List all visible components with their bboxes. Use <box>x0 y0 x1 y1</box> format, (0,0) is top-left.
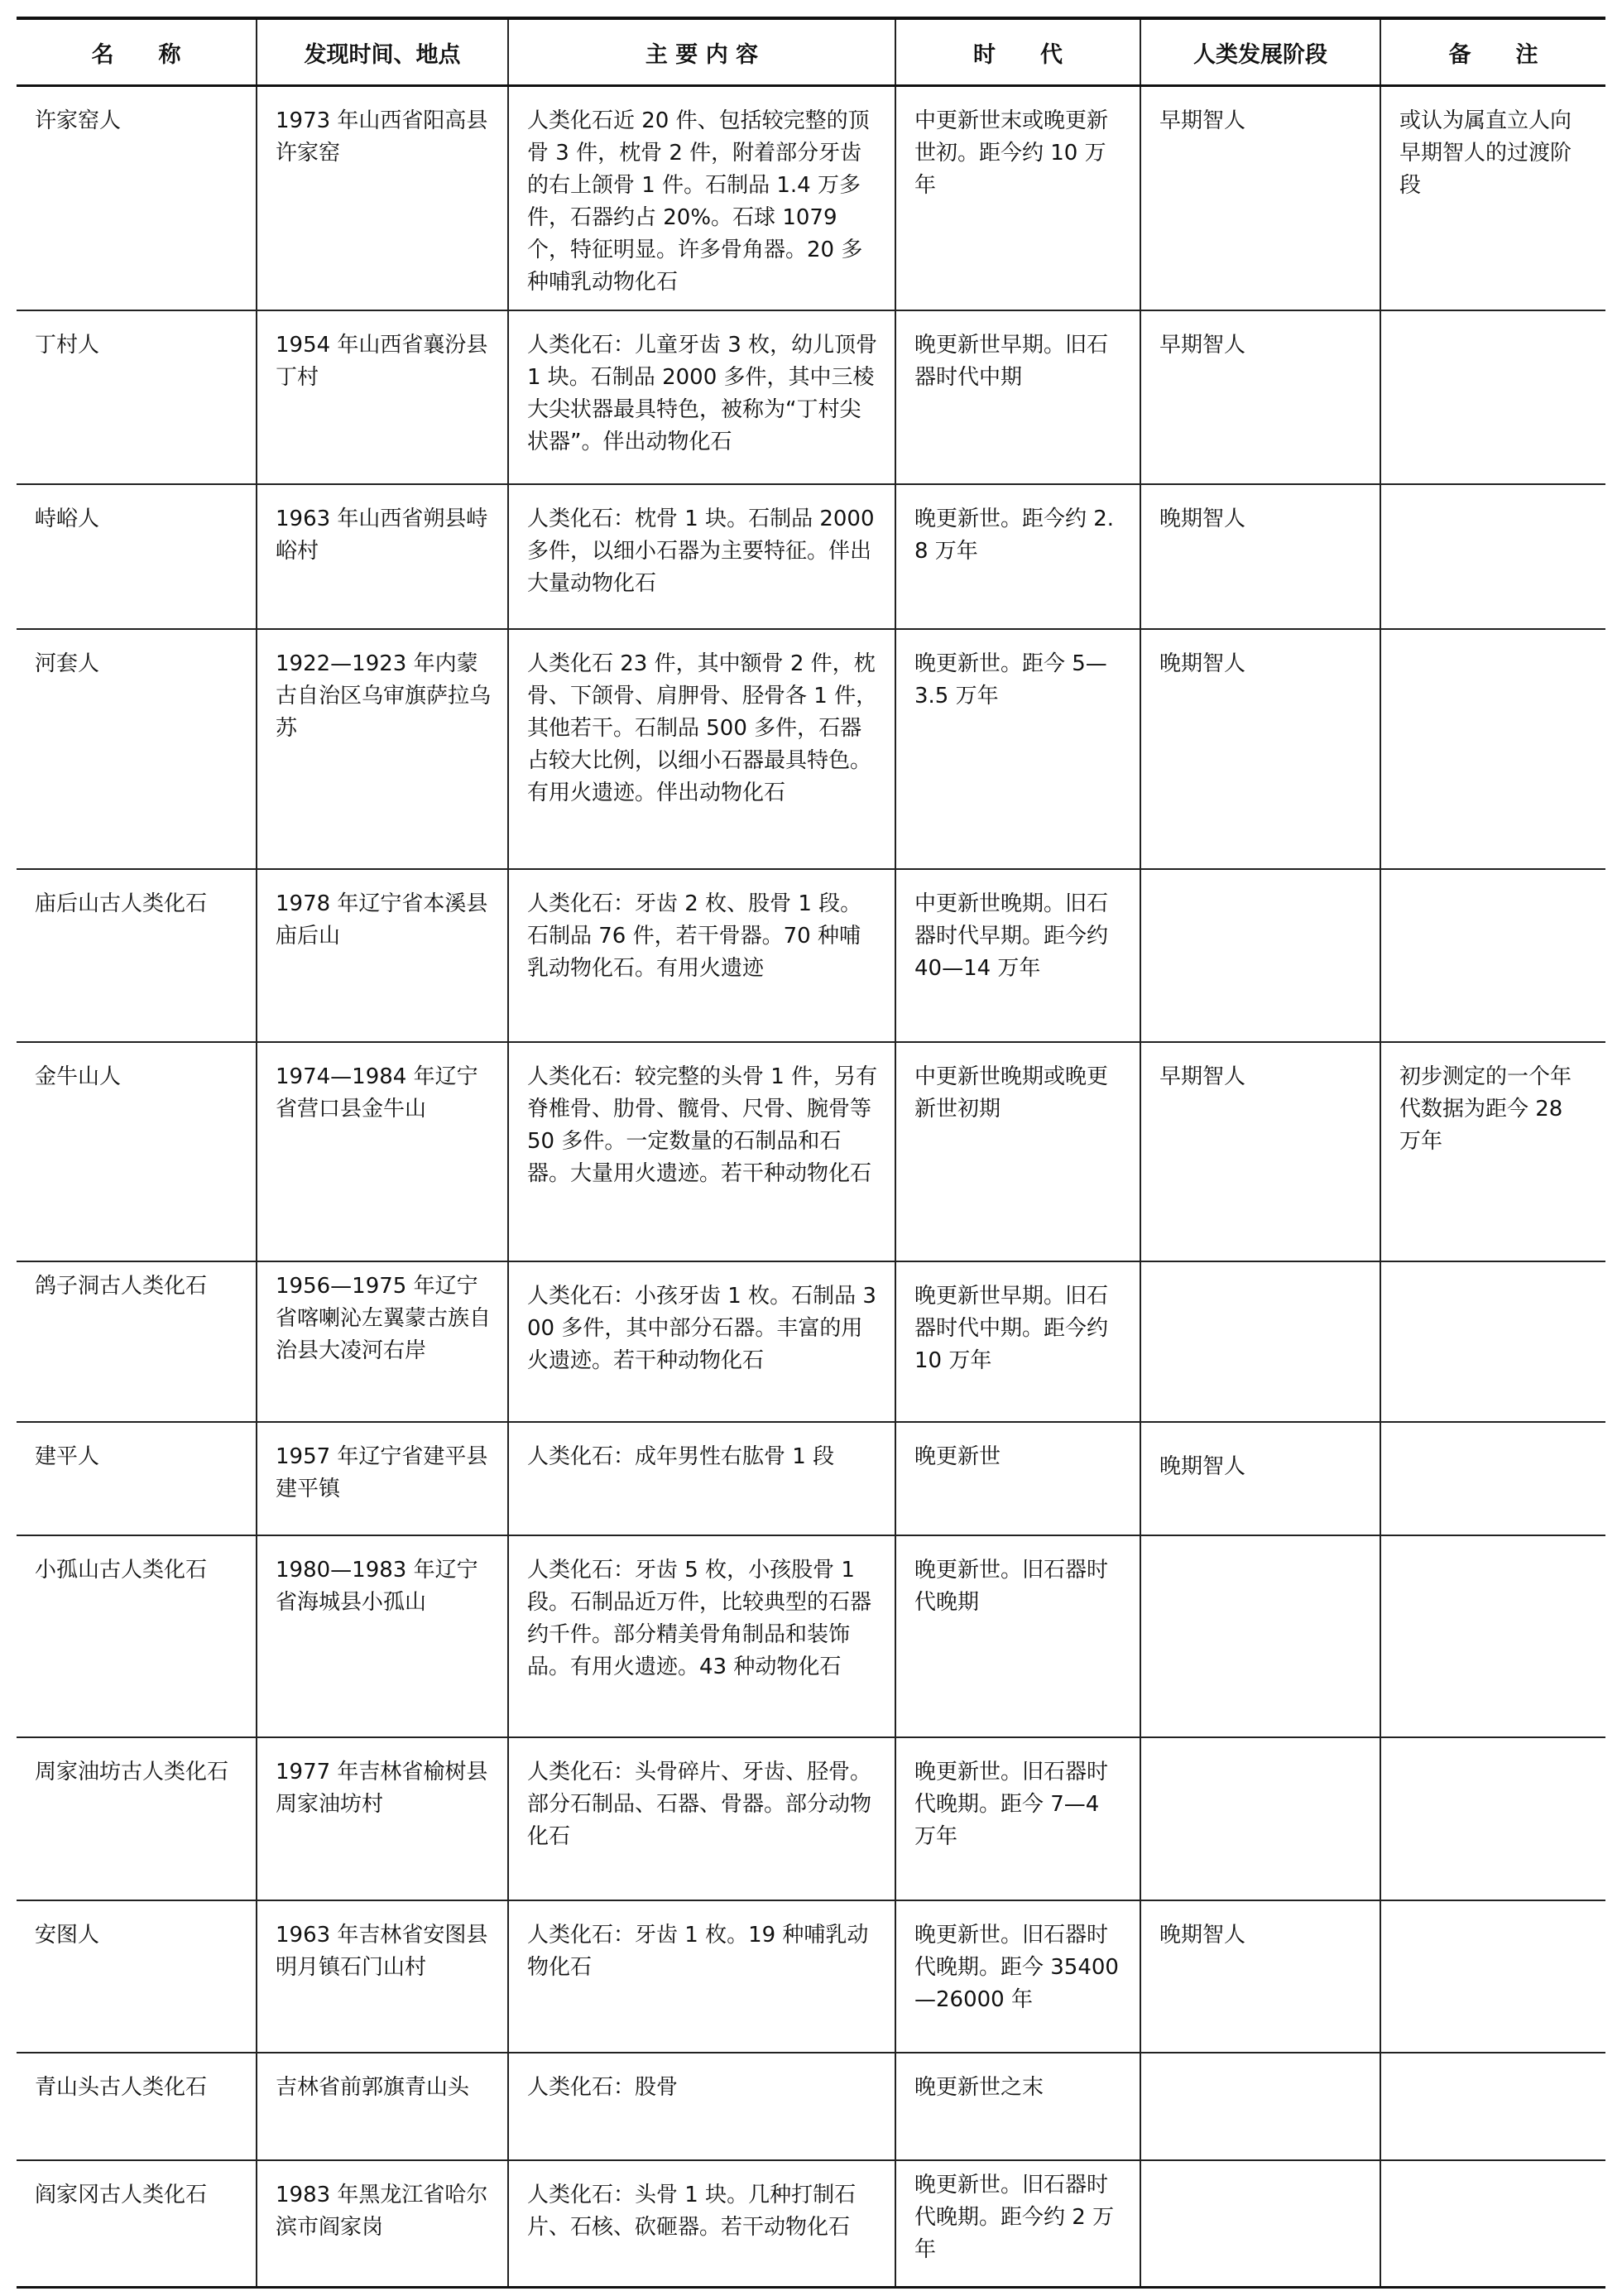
cell-note <box>1380 1900 1605 2053</box>
cell-content: 人类化石：成年男性右肱骨 1 段 <box>508 1422 895 1536</box>
cell-name: 周家油坊古人类化石 <box>17 1737 257 1900</box>
cell-note <box>1380 869 1605 1041</box>
table-row <box>17 1042 1605 1261</box>
cell-name: 阎家冈古人类化石 <box>17 2160 257 2288</box>
cell-discovery: 1978 年辽宁省本溪县庙后山 <box>257 869 508 1041</box>
cell-name: 许家窑人 <box>17 86 257 311</box>
cell-era: 晚更新世。旧石器时代晚期。距今约 2 万年 <box>895 2160 1140 2288</box>
cell-note <box>1380 1535 1605 1737</box>
cell-content: 人类化石：头骨 1 块。几种打制石片、石核、砍砸器。若干动物化石 <box>508 2160 895 2288</box>
cell-content: 人类化石：头骨碎片、牙齿、胫骨。部分石制品、石器、骨器。部分动物化石 <box>508 1737 895 1900</box>
cell-era: 中更新世末或晚更新世初。距今约 10 万年 <box>895 86 1140 311</box>
cell-note <box>1380 484 1605 629</box>
cell-discovery: 1973 年山西省阳高县许家窑 <box>257 86 508 311</box>
cell-stage <box>1140 1535 1380 1737</box>
table-row <box>17 1900 1605 2053</box>
cell-content: 人类化石近 20 件、包括较完整的顶骨 3 件，枕骨 2 件，附着部分牙齿的右上颌骨 1 件。石制品 1.4 万多件，石器约占 20%。石球 1079 个，特征明显。许多骨角器。20 多种哺乳动物化石 <box>508 86 895 311</box>
cell-stage <box>1140 2160 1380 2288</box>
cell-note <box>1380 1261 1605 1422</box>
cell-stage: 晚期智人 <box>1140 484 1380 629</box>
cell-discovery: 1922—1923 年内蒙古自治区乌审旗萨拉乌苏 <box>257 629 508 869</box>
table-row <box>17 1261 1605 1422</box>
fossil-sites-table <box>17 17 1605 2289</box>
cell-name: 丁村人 <box>17 310 257 484</box>
cell-stage <box>1140 1261 1380 1422</box>
table-row <box>17 1535 1605 1737</box>
cell-name: 庙后山古人类化石 <box>17 869 257 1041</box>
cell-stage: 早期智人 <box>1140 310 1380 484</box>
cell-discovery: 1983 年黑龙江省哈尔滨市阎家岗 <box>257 2160 508 2288</box>
cell-discovery: 1980—1983 年辽宁省海城县小孤山 <box>257 1535 508 1737</box>
cell-note <box>1380 629 1605 869</box>
cell-stage: 晚期智人 <box>1140 1422 1380 1536</box>
cell-discovery: 1974—1984 年辽宁省营口县金牛山 <box>257 1042 508 1261</box>
header-note: 备 注 <box>1380 18 1605 86</box>
table-row <box>17 86 1605 311</box>
cell-note <box>1380 310 1605 484</box>
header-discovery: 发现时间、地点 <box>257 18 508 86</box>
cell-name: 建平人 <box>17 1422 257 1536</box>
cell-stage: 晚期智人 <box>1140 629 1380 869</box>
cell-content: 人类化石：牙齿 2 枚、股骨 1 段。石制品 76 件，若干骨器。70 种哺乳动物化石。有用火遗迹 <box>508 869 895 1041</box>
cell-note <box>1380 2053 1605 2159</box>
cell-stage: 早期智人 <box>1140 1042 1380 1261</box>
cell-name: 鸽子洞古人类化石 <box>17 1261 257 1422</box>
cell-content: 人类化石：儿童牙齿 3 枚，幼儿顶骨 1 块。石制品 2000 多件，其中三棱大尖状器最具特色，被称为“丁村尖状器”。伴出动物化石 <box>508 310 895 484</box>
cell-era: 中更新世晚期。旧石器时代早期。距今约 40—14 万年 <box>895 869 1140 1041</box>
table-row <box>17 1422 1605 1536</box>
cell-stage: 早期智人 <box>1140 86 1380 311</box>
table-row <box>17 484 1605 629</box>
cell-content: 人类化石：牙齿 1 枚。19 种哺乳动物化石 <box>508 1900 895 2053</box>
cell-note: 初步测定的一个年代数据为距今 28 万年 <box>1380 1042 1605 1261</box>
cell-content: 人类化石：股骨 <box>508 2053 895 2159</box>
cell-discovery: 1963 年山西省朔县峙峪村 <box>257 484 508 629</box>
cell-discovery: 1956—1975 年辽宁省喀喇沁左翼蒙古族自治县大凌河右岸 <box>257 1261 508 1422</box>
cell-note <box>1380 1737 1605 1900</box>
cell-stage <box>1140 2053 1380 2159</box>
cell-note <box>1380 1422 1605 1536</box>
cell-name: 小孤山古人类化石 <box>17 1535 257 1737</box>
table-row <box>17 869 1605 1041</box>
cell-era: 晚更新世。距今约 2.8 万年 <box>895 484 1140 629</box>
cell-era: 晚更新世早期。旧石器时代中期 <box>895 310 1140 484</box>
cell-name: 河套人 <box>17 629 257 869</box>
cell-era: 晚更新世之末 <box>895 2053 1140 2159</box>
cell-era: 晚更新世。旧石器时代晚期。距今 35400—26000 年 <box>895 1900 1140 2053</box>
cell-content: 人类化石：枕骨 1 块。石制品 2000 多件，以细小石器为主要特征。伴出大量动物化石 <box>508 484 895 629</box>
header-name: 名 称 <box>17 18 257 86</box>
table-row <box>17 629 1605 869</box>
cell-content: 人类化石：较完整的头骨 1 件，另有脊椎骨、肋骨、髋骨、尺骨、腕骨等 50 多件。一定数量的石制品和石器。大量用火遗迹。若干种动物化石 <box>508 1042 895 1261</box>
cell-stage <box>1140 869 1380 1041</box>
cell-discovery: 1957 年辽宁省建平县建平镇 <box>257 1422 508 1536</box>
header-row <box>17 18 1605 86</box>
cell-content: 人类化石：牙齿 5 枚，小孩股骨 1 段。石制品近万件，比较典型的石器约千件。部分精美骨角制品和装饰品。有用火遗迹。43 种动物化石 <box>508 1535 895 1737</box>
cell-stage <box>1140 1737 1380 1900</box>
cell-note: 或认为属直立人向早期智人的过渡阶段 <box>1380 86 1605 311</box>
header-stage: 人类发展阶段 <box>1140 18 1380 86</box>
cell-era: 晚更新世早期。旧石器时代中期。距今约 10 万年 <box>895 1261 1140 1422</box>
cell-discovery: 吉林省前郭旗青山头 <box>257 2053 508 2159</box>
cell-discovery: 1977 年吉林省榆树县周家油坊村 <box>257 1737 508 1900</box>
header-content: 主 要 内 容 <box>508 18 895 86</box>
cell-era: 晚更新世。旧石器时代晚期 <box>895 1535 1140 1737</box>
cell-content: 人类化石：小孩牙齿 1 枚。石制品 300 多件，其中部分石器。丰富的用火遗迹。若干种动物化石 <box>508 1261 895 1422</box>
cell-stage: 晚期智人 <box>1140 1900 1380 2053</box>
cell-era: 中更新世晚期或晚更新世初期 <box>895 1042 1140 1261</box>
cell-era: 晚更新世 <box>895 1422 1140 1536</box>
cell-name: 峙峪人 <box>17 484 257 629</box>
table-row <box>17 310 1605 484</box>
cell-discovery: 1954 年山西省襄汾县丁村 <box>257 310 508 484</box>
header-era: 时 代 <box>895 18 1140 86</box>
cell-name: 青山头古人类化石 <box>17 2053 257 2159</box>
table-row <box>17 2160 1605 2288</box>
cell-era: 晚更新世。旧石器时代晚期。距今 7—4 万年 <box>895 1737 1140 1900</box>
cell-discovery: 1963 年吉林省安图县明月镇石门山村 <box>257 1900 508 2053</box>
table-row <box>17 1737 1605 1900</box>
cell-note <box>1380 2160 1605 2288</box>
table-row <box>17 2053 1605 2159</box>
cell-content: 人类化石 23 件，其中额骨 2 件，枕骨、下颌骨、肩胛骨、胫骨各 1 件，其他若干。石制品 500 多件，石器占较大比例，以细小石器最具特色。有用火遗迹。伴出动物化石 <box>508 629 895 869</box>
cell-name: 金牛山人 <box>17 1042 257 1261</box>
cell-name: 安图人 <box>17 1900 257 2053</box>
cell-era: 晚更新世。距今 5—3.5 万年 <box>895 629 1140 869</box>
